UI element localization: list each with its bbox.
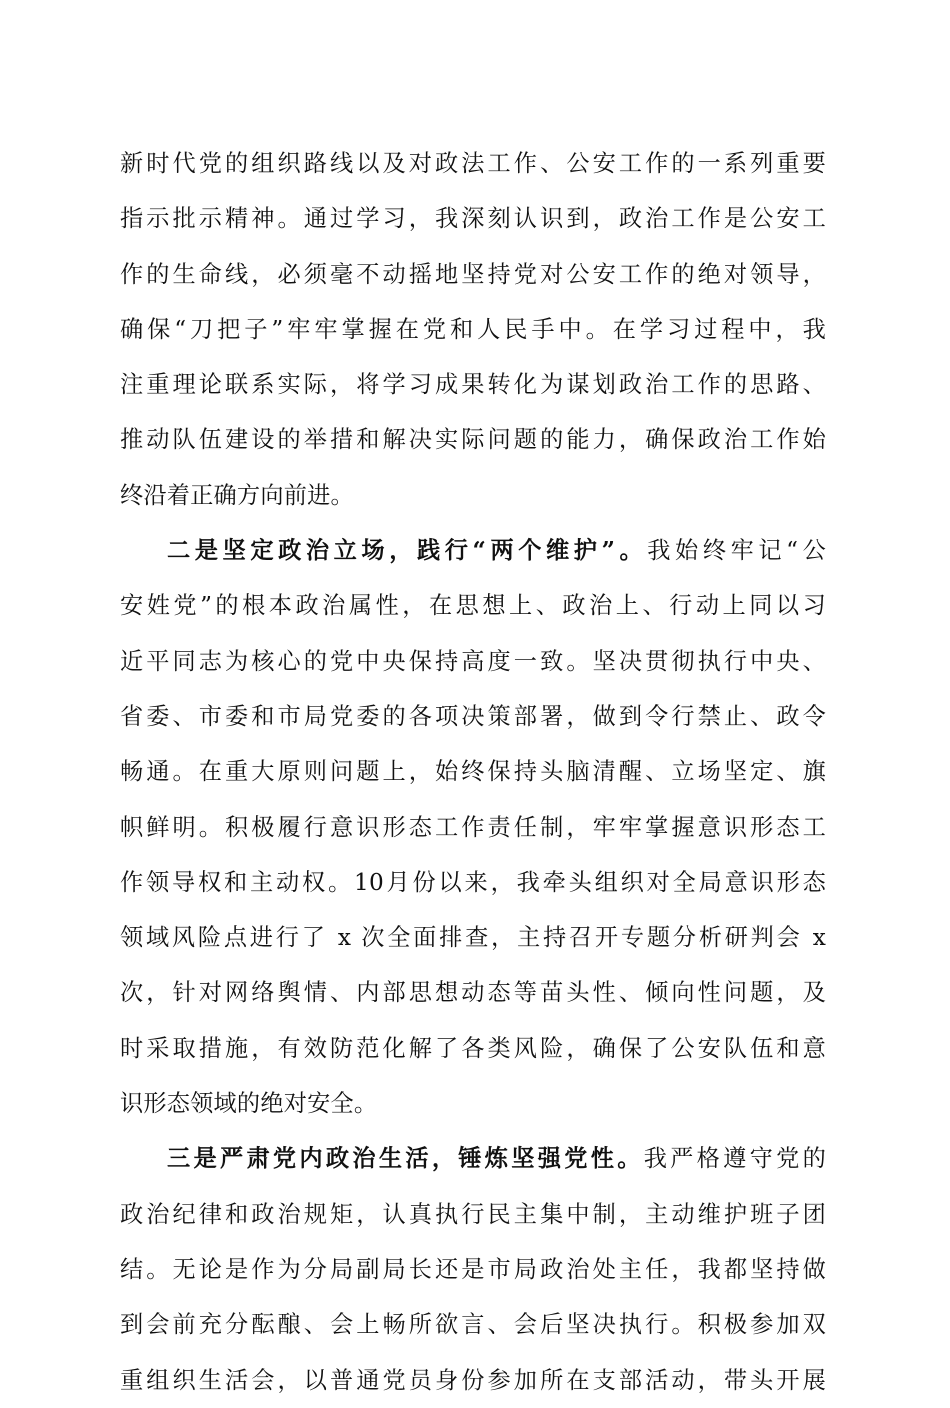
text-run: 我严格遵守党的 (643, 1145, 826, 1173)
paragraph-heading: 二是坚定政治立场，践行“两个维护”。 (167, 537, 648, 565)
text-line: 确保“刀把子”牢牢掌握在党和人民手中。在学习过程中，我 (120, 315, 826, 343)
text-line-first (120, 1131, 826, 1186)
text-line: 畅通。在重大原则问题上，始终保持头脑清醒、立场坚定、旗 (120, 758, 826, 786)
text-line: 作的生命线，必须毫不动摇地坚持党对公安工作的绝对领导， (120, 260, 826, 288)
text-line: 到会前充分酝酿、会上畅所欲言、会后坚决执行。积极参加双 (120, 1311, 826, 1339)
text-line: 时采取措施，有效防范化解了各类风险，确保了公安队伍和意 (120, 1034, 826, 1062)
text-run: 我始终牢记“公 (647, 537, 826, 565)
text-line: 作领导权和主动权。10月份以来，我牵头组织对全局意识形态 (120, 868, 826, 896)
text-line: 推动队伍建设的举措和解决实际问题的能力，确保政治工作始 (120, 426, 826, 454)
text-line: 政治纪律和政治规矩，认真执行民主集中制，主动维护班子团 (120, 1200, 826, 1228)
text-line: 省委、市委和市局党委的各项决策部署，做到令行禁止、政令 (120, 702, 826, 730)
paragraph-heading: 三是严肃党内政治生活，锤炼坚强党性。 (167, 1145, 644, 1173)
text-line: 次，针对网络舆情、内部思想动态等苗头性、倾向性问题，及 (120, 979, 826, 1007)
text-line: 重组织生活会，以普通党员身份参加所在支部活动，带头开展 (120, 1366, 826, 1394)
paragraph-1 (120, 136, 826, 523)
paragraph-3 (120, 1131, 826, 1407)
document-page (120, 136, 826, 1408)
text-line: 终沿着正确方向前进。 (120, 481, 354, 509)
text-line: 注重理论联系实际，将学习成果转化为谋划政治工作的思路、 (120, 371, 826, 399)
text-line: 安姓党”的根本政治属性，在思想上、政治上、行动上同以习 (120, 592, 826, 620)
text-line: 近平同志为核心的党中央保持高度一致。坚决贯彻执行中央、 (120, 647, 826, 675)
text-line: 指示批示精神。通过学习，我深刻认识到，政治工作是公安工 (120, 205, 826, 233)
text-line: 识形态领域的绝对安全。 (120, 1090, 378, 1118)
text-line: 帜鲜明。积极履行意识形态工作责任制，牢牢掌握意识形态工 (120, 813, 826, 841)
text-line: 领域风险点进行了 x 次全面排查，主持召开专题分析研判会 x (120, 924, 826, 952)
paragraph-2 (120, 523, 826, 1131)
text-line: 结。无论是作为分局副局长还是市局政治处主任，我都坚持做 (120, 1255, 826, 1283)
text-line: 新时代党的组织路线以及对政法工作、公安工作的一系列重要 (120, 150, 826, 177)
text-line-first (120, 523, 826, 578)
